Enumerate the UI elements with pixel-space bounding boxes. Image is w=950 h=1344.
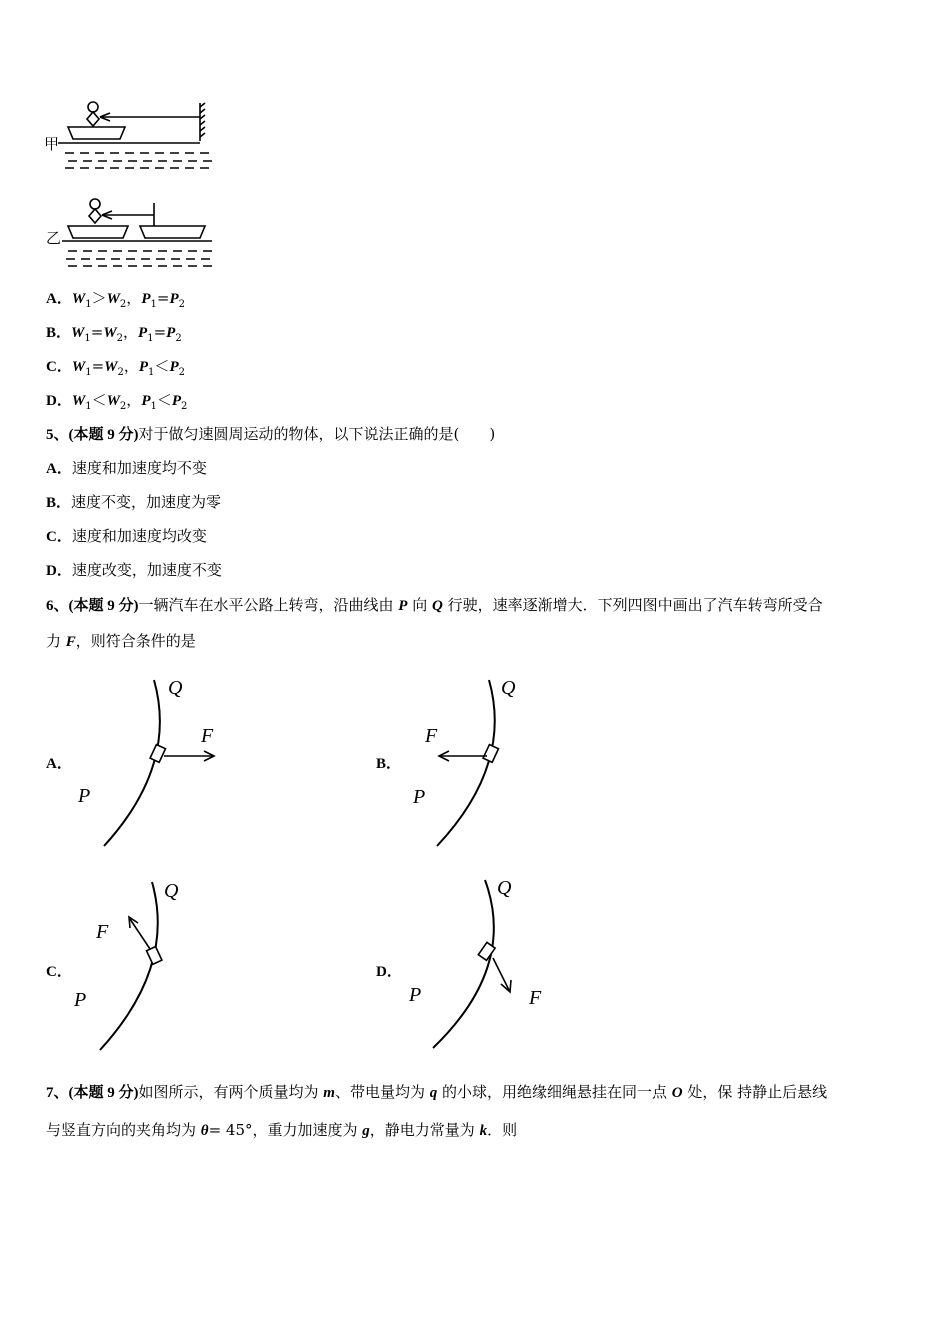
yi-person-boats (62, 199, 215, 266)
q5-stem: 5、(本题 9 分)对于做匀速圆周运动的物体，以下说法正确的是( ) (46, 425, 496, 443)
label-jia: 甲 (44, 137, 60, 153)
q6-option-a-label[interactable]: A． (46, 756, 72, 772)
q6-option-d-label[interactable]: D． (376, 964, 402, 980)
q5-option-d[interactable]: D．速度改变，加速度不变 (46, 561, 222, 579)
q6-option-c-label[interactable]: C． (46, 964, 72, 980)
q6-stem-line1: 6、(本题 9 分)一辆汽车在水平公路上转弯，沿曲线由 P 向 Q 行驶，速率逐渐增大．下列四图中画出了汽车转弯所受合 (46, 596, 823, 614)
curve-path (100, 882, 158, 1050)
q5-option-b[interactable]: B．速度不变，加速度为零 (46, 493, 222, 511)
label-f: F (529, 987, 542, 1009)
label-f: F (425, 725, 438, 747)
label-q: Q (501, 677, 516, 699)
q4-option-d[interactable]: D．$W_1<W_2$，$P_1<P_2$ (46, 391, 188, 412)
label-q: Q (497, 877, 512, 899)
label-p: P (74, 989, 87, 1011)
q5-option-a[interactable]: A．速度和加速度均不变 (46, 459, 207, 477)
arrowhead (501, 980, 511, 992)
label-q: Q (168, 677, 183, 699)
curve-path (437, 680, 495, 846)
label-f: F (96, 921, 109, 943)
boat-figure (40, 95, 230, 275)
q6-diagram-b[interactable] (405, 670, 575, 855)
q5-option-c[interactable]: C．速度和加速度均改变 (46, 527, 207, 545)
q6-stem-line2: 力 F，则符合条件的是 (46, 632, 196, 650)
q4-option-c[interactable]: C．$W_1=W_2$，$P_1<P_2$ (46, 357, 185, 378)
jia-person-boat (58, 102, 215, 168)
car-box (150, 745, 165, 763)
q6-diagram-c[interactable] (68, 872, 238, 1057)
arrowhead (129, 917, 138, 928)
q7-stem-line1: 7、(本题 9 分)如图所示，有两个质量均为 m、带电量均为 q 的小球，用绝缘细绳悬挂在同一点 O 处，保 持静止后悬线 (46, 1083, 828, 1101)
label-q: Q (164, 880, 179, 902)
curve-path (104, 680, 160, 846)
q4-option-a[interactable]: A．$W_1>W_2$，$P_1=P_2$ (46, 289, 185, 310)
label-yi: 乙 (46, 231, 62, 247)
label-f: F (201, 725, 214, 747)
q6-diagram-d[interactable] (405, 872, 575, 1057)
q6-option-b-label[interactable]: B． (376, 756, 402, 772)
car-box (483, 745, 498, 763)
force-arrow (493, 958, 509, 990)
car-box (147, 947, 162, 965)
label-p: P (409, 984, 422, 1006)
q6-diagram-a[interactable] (70, 670, 240, 855)
q4-option-b[interactable]: B．$W_1=W_2$，$P_1=P_2$ (46, 323, 182, 344)
force-arrow (130, 919, 150, 949)
label-p: P (413, 786, 426, 808)
curve-path (433, 880, 494, 1048)
q7-stem-line2: 与竖直方向的夹角均为 θ= 45°，重力加速度为 g，静电力常量为 k．则 (46, 1121, 518, 1139)
label-p: P (78, 785, 91, 807)
